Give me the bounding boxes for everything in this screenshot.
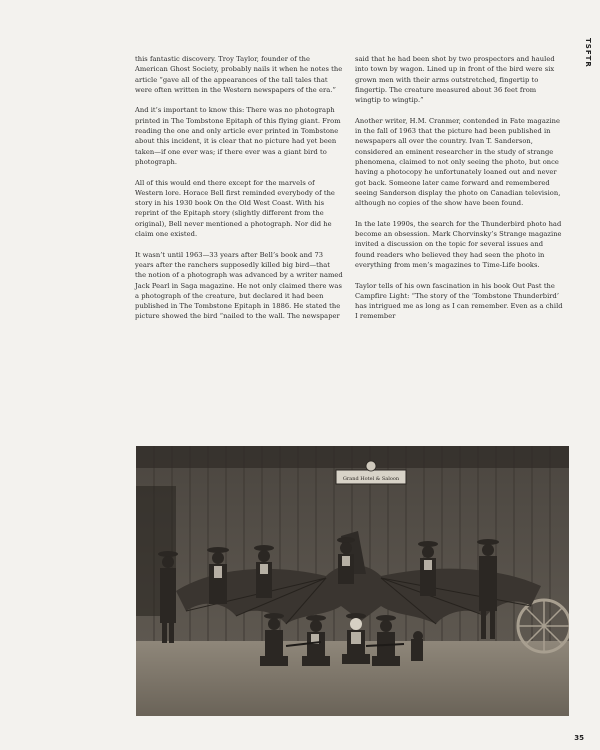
paragraph: In the late 1990s, the search for the Thunderbird photo had become an obsession. Mark Chorvinsky’s Strange magazine invited a discussion on the topic for several issues and found readers who believed they had seen the photo in everything from men’s magazines to Time-Life books. — [355, 219, 562, 269]
paragraph: Another writer, H.M. Cranmer, contended in Fate magazine in the fall of 1963 that the picture had been published in newspapers all over the country. Ivan T. Sanderson, considered an eminent researcher in the study of strange phenomena, claimed to not only seeing the photo, but once having a photocopy he unfortunately loaned out and never got back. Someone later came forward and remembered seeing Sanderson display the photo on Canadian television, although no copies of the show have been found. — [355, 116, 561, 208]
text-column-left — [135, 54, 343, 332]
page-number: 35 — [574, 734, 584, 742]
paragraph: And it’s important to know this: There was no photograph printed in The Tombstone Epitaph of this flying giant. From reading the one and only article ever printed in Tombstone about this incident, it is clear that no picture had yet been taken—if one ever was; if there ever was a giant bird to photograph. — [135, 106, 341, 166]
paragraph: this fantastic discovery. Troy Taylor, founder of the American Ghost Society, probably nails it when he notes the article “gave all of the appearances of the tall tales that were often written in the Western newspapers of the era.” — [135, 55, 343, 94]
running-head: TSFTR — [584, 38, 592, 68]
hotel-sign-text: Grand Hotel & Saloon — [342, 476, 400, 482]
paragraph: Taylor tells of his own fascination in his book Out Past the Campfire Light: “The story of the ‘Tombstone Thunderbird’ has intrigued me as long as I can remember. Even as a child I remember — [355, 281, 563, 321]
paragraph: It wasn’t until 1963—33 years after Bell’s book and 73 years after the ranchers supposedly killed big bird—that the notion of a photograph was advanced by a writer named Jack Pearl in Saga magazine. He not only claimed there was a photograph of the creature, but declared it had been published in The Tombstone Epitaph in 1886. He stated the picture showed the bird “nailed to the wall. The newspaper — [135, 250, 343, 321]
photograph-illustration — [136, 446, 569, 716]
paragraph: All of this would end there except for the marvels of Western lore. Horace Bell first reminded everybody of the story in his 1930 book On the Old West Coast. With his reprint of the Epitaph story (slightly different from the original), Bell never mentioned a photograph. Nor did he claim one existed. — [135, 178, 335, 239]
paragraph: said that he had been shot by two prospectors and hauled into town by wagon. Lined up in front of the bird were six grown men with their arms outstretched, fingertip to fingertip. The creature measured about 36 feet from wingtip to wingtip.” — [355, 55, 555, 105]
thunderbird-photograph — [136, 446, 569, 716]
text-column-right — [355, 54, 563, 332]
